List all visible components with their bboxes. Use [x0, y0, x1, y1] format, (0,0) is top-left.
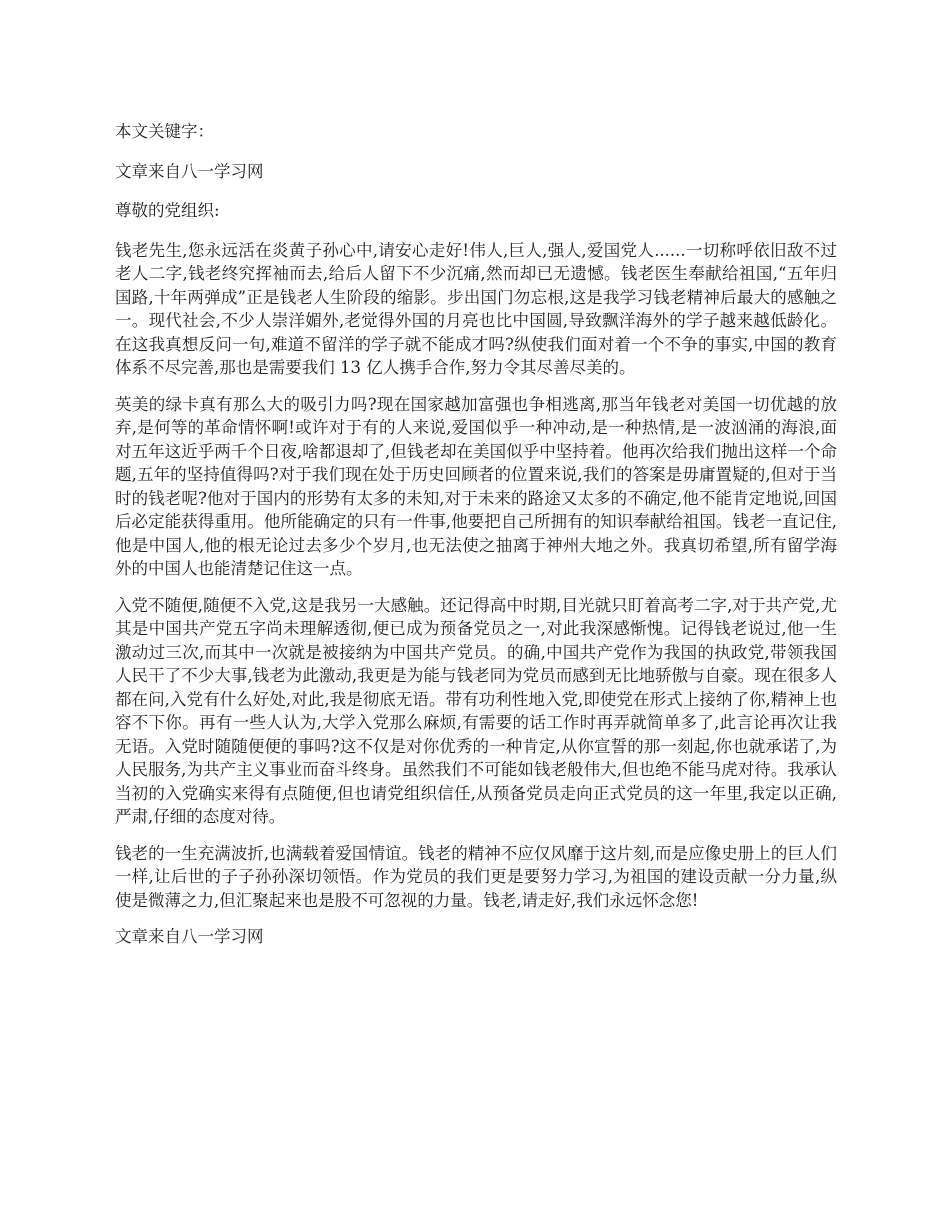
- body-paragraph-2: 英美的绿卡真有那么大的吸引力吗?现在国家越加富强也争相逃离,那当年钱老对美国一切优越的放弃,是何等的革命情怀啊!或许对于有的人来说,爱国似乎一种冲动,是一种热情,是一波汹涌的海浪,面对五年这近乎两千个日夜,啥都退却了,但钱老却在美国似乎中坚持着。他再次给我们抛出这样一个命题,五年的坚持值得吗?对于我们现在处于历史回顾者的位置来说,我们的答案是毋庸置疑的,但对于当时的钱老呢?他对于国内的形势有太多的未知,对于未来的路途又太多的不确定,他不能肯定地说,回国后必定能获得重用。他所能确定的只有一件事,他要把自己所拥有的知识奉献给祖国。钱老一直记住,他是中国人,他的根无论过去多少个岁月,也无法使之抽离于神州大地之外。我真切希望,所有留学海外的中国人也能清楚记住这一点。: [115, 394, 837, 578]
- body-paragraph-4: 钱老的一生充满波折,也满载着爱国情谊。钱老的精神不应仅风靡于这片刻,而是应像史册上的巨人们一样,让后世的子子孙孙深切领悟。作为党员的我们更是要努力学习,为祖国的建设贡献一分力量,纵使是微薄之力,但汇聚起来也是股不可忽视的力量。钱老,请走好,我们永远怀念您!: [115, 843, 837, 910]
- document-page: [115, 120, 837, 965]
- source-line-bottom: 文章来自八一学习网: [115, 927, 264, 946]
- body-paragraph-1: 钱老先生,您永远活在炎黄子孙心中,请安心走好!伟人,巨人,强人,爱国党人......一切称呼依旧敌不过老人二字,钱老终究挥袖而去,给后人留下不少沉痛,然而却已无遗憾。钱老医生奉献给祖国,“五年归国路,十年两弹成”正是钱老人生阶段的缩影。步出国门勿忘根,这是我学习钱老精神后最大的感触之一。现代社会,不少人崇洋媚外,老觉得外国的月亮也比中国圆,导致飘洋海外的学子越来越低龄化。在这我真想反问一句,难道不留洋的学子就不能成才吗?纵使我们面对着一个不争的事实,中国的教育体系不尽完善,那也是需要我们 13 亿人携手合作,努力令其尽善尽美的。: [115, 240, 837, 377]
- keywords-label: 本文关键字：: [115, 122, 214, 141]
- source-line-top: 文章来自八一学习网: [115, 161, 264, 181]
- salutation: 尊敬的党组织:: [115, 201, 220, 220]
- body-paragraph-3: 入党不随便,随便不入党,这是我另一大感触。还记得高中时期,目光就只盯着高考二字,对于共产党,尤其是中国共产党五字尚未理解透彻,便已成为预备党员之一,对此我深感惭愧。记得钱老说过,他一生激动过三次,而其中一次就是被接纳为中国共产党员。的确,中国共产党作为我国的执政党,带领我国人民干了不少大事,钱老为此激动,我更是为能与钱老同为党员而感到无比地骄傲与自豪。现在很多人都在问,入党有什么好处,对此,我是彻底无语。带有功利性地入党,即使党在形式上接纳了你,精神上也容不下你。再有一些人认为,大学入党那么麻烦,有需要的话工作时再弄就简单多了,此言论再次让我无语。入党时随随便便的事吗?这不仅是对你优秀的一种肯定,从你宣誓的那一刻起,你也就承诺了,为人民服务,为共产主义事业而奋斗终身。虽然我们不可能如钱老般伟大,但也绝不能马虎对待。我承认当初的入党确实来得有点随便,但也请党组织信任,从预备党员走向正式党员的这一年里,我定以正确,严肃,仔细的态度对待。: [115, 595, 837, 826]
